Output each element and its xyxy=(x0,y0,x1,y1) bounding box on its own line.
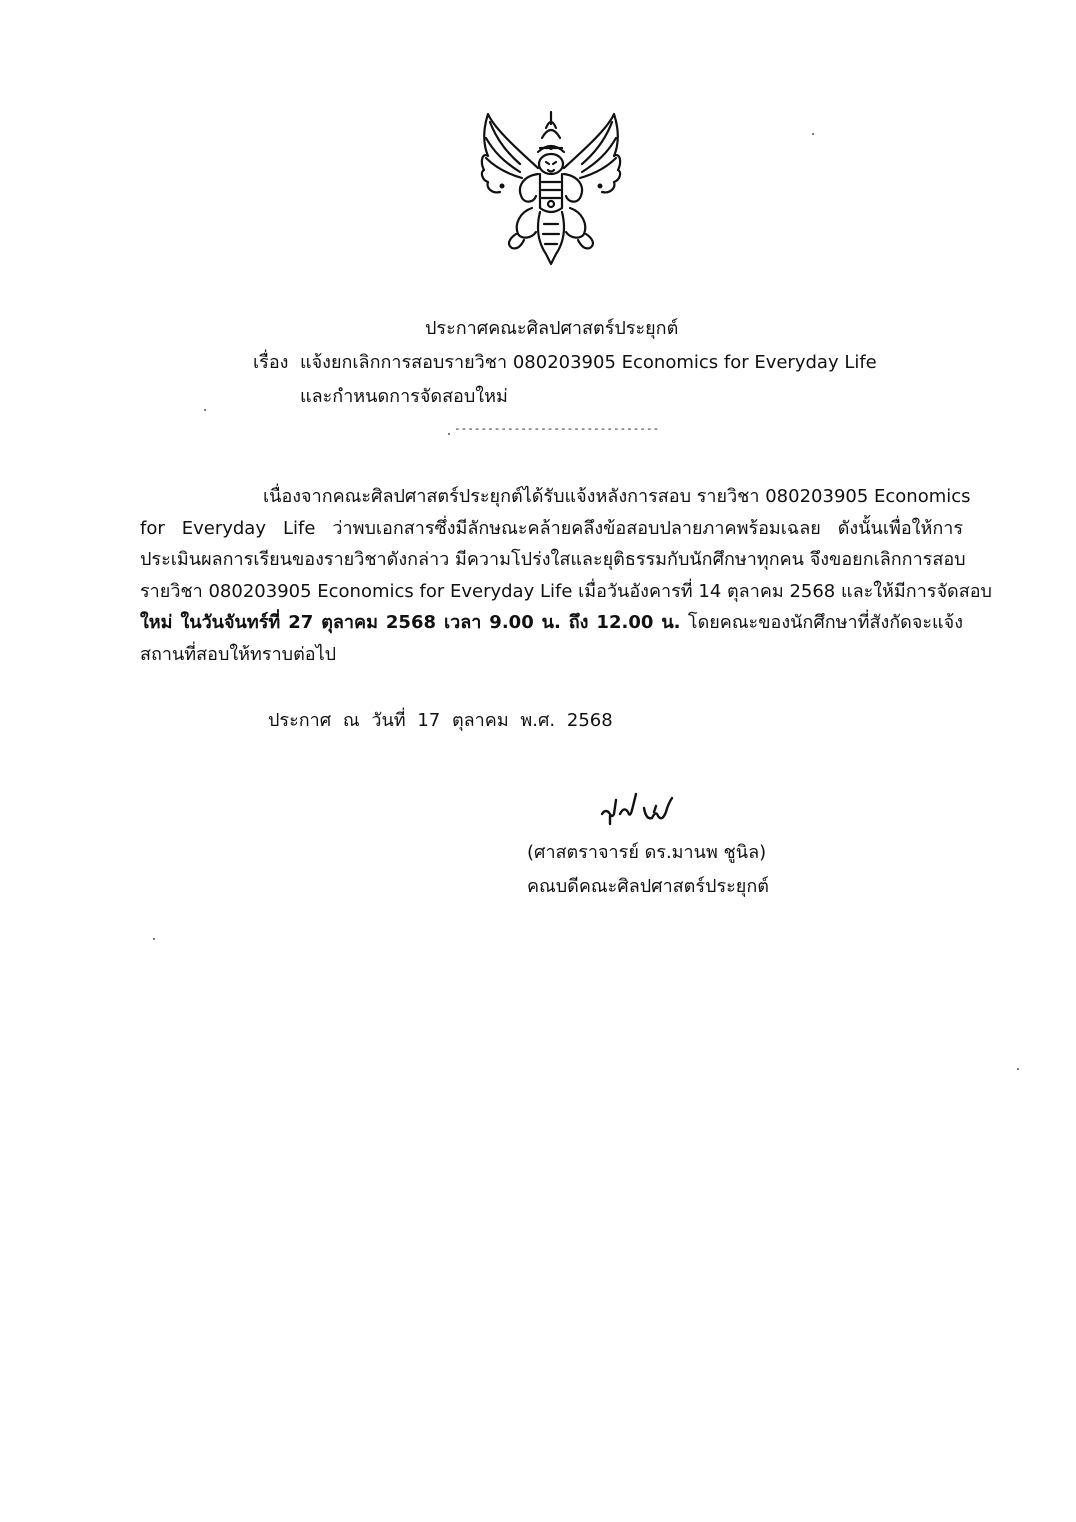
announcement-date: ประกาศ ณ วันที่ 17 ตุลาคม พ.ศ. 2568 xyxy=(268,710,613,731)
body-line-3: ประเมินผลการเรียนของรายวิชาดังกล่าว มีความโปร่งใสและยุติธรรมกับนักศึกษาทุกคน จึงขอยกเลิกการสอบ xyxy=(140,549,966,570)
body-line-4: รายวิชา 080203905 Economics for Everyday Life เมื่อวันอังคารที่ 14 ตุลาคม 2568 และให้มีการจัดสอบ xyxy=(140,580,992,602)
garuda-emblem-icon xyxy=(476,108,626,268)
signer-title: คณบดีคณะศิลปศาสตร์ประยุกต์ xyxy=(527,876,769,897)
section-divider: ------------------------------- xyxy=(454,422,660,435)
new-exam-date-bold: ใหม่ ในวันจันทร์ที่ 27 ตุลาคม 2568 เวลา 9.00 น. ถึง 12.00 น. xyxy=(140,612,681,633)
scan-speck xyxy=(1017,1068,1019,1070)
body-line-5 xyxy=(140,607,963,639)
handwritten-signature-icon xyxy=(598,788,682,828)
scan-speck xyxy=(204,409,206,411)
signer-name: (ศาสตราจารย์ ดร.มานพ ชูนิล) xyxy=(527,842,767,863)
announcement-title: ประกาศคณะศิลปศาสตร์ประยุกต์ xyxy=(425,318,679,339)
body-line-1: เนื่องจากคณะศิลปศาสตร์ประยุกต์ได้รับแจ้งหลังการสอบ รายวิชา 080203905 Economics xyxy=(263,486,971,507)
subject-line-2: และกำหนดการจัดสอบใหม่ xyxy=(300,386,508,407)
subject-line-1: แจ้งยกเลิกการสอบรายวิชา 080203905 Economics for Everyday Life xyxy=(300,352,877,373)
scan-speck xyxy=(448,433,450,435)
body-line-2: for Everyday Life ว่าพบเอกสารซึ่งมีลักษณะคล้ายคลึงข้อสอบปลายภาคพร้อมเฉลย ดังนั้นเพื่อให้การ xyxy=(140,517,963,539)
body-line-5-rest: โดยคณะของนักศึกษาที่สังกัดจะแจ้ง xyxy=(680,612,963,633)
scan-speck xyxy=(153,938,155,940)
scan-speck xyxy=(812,133,814,135)
subject-label: เรื่อง xyxy=(253,352,289,373)
body-paragraph xyxy=(140,481,992,670)
body-line-6: สถานที่สอบให้ทราบต่อไป xyxy=(140,643,337,665)
